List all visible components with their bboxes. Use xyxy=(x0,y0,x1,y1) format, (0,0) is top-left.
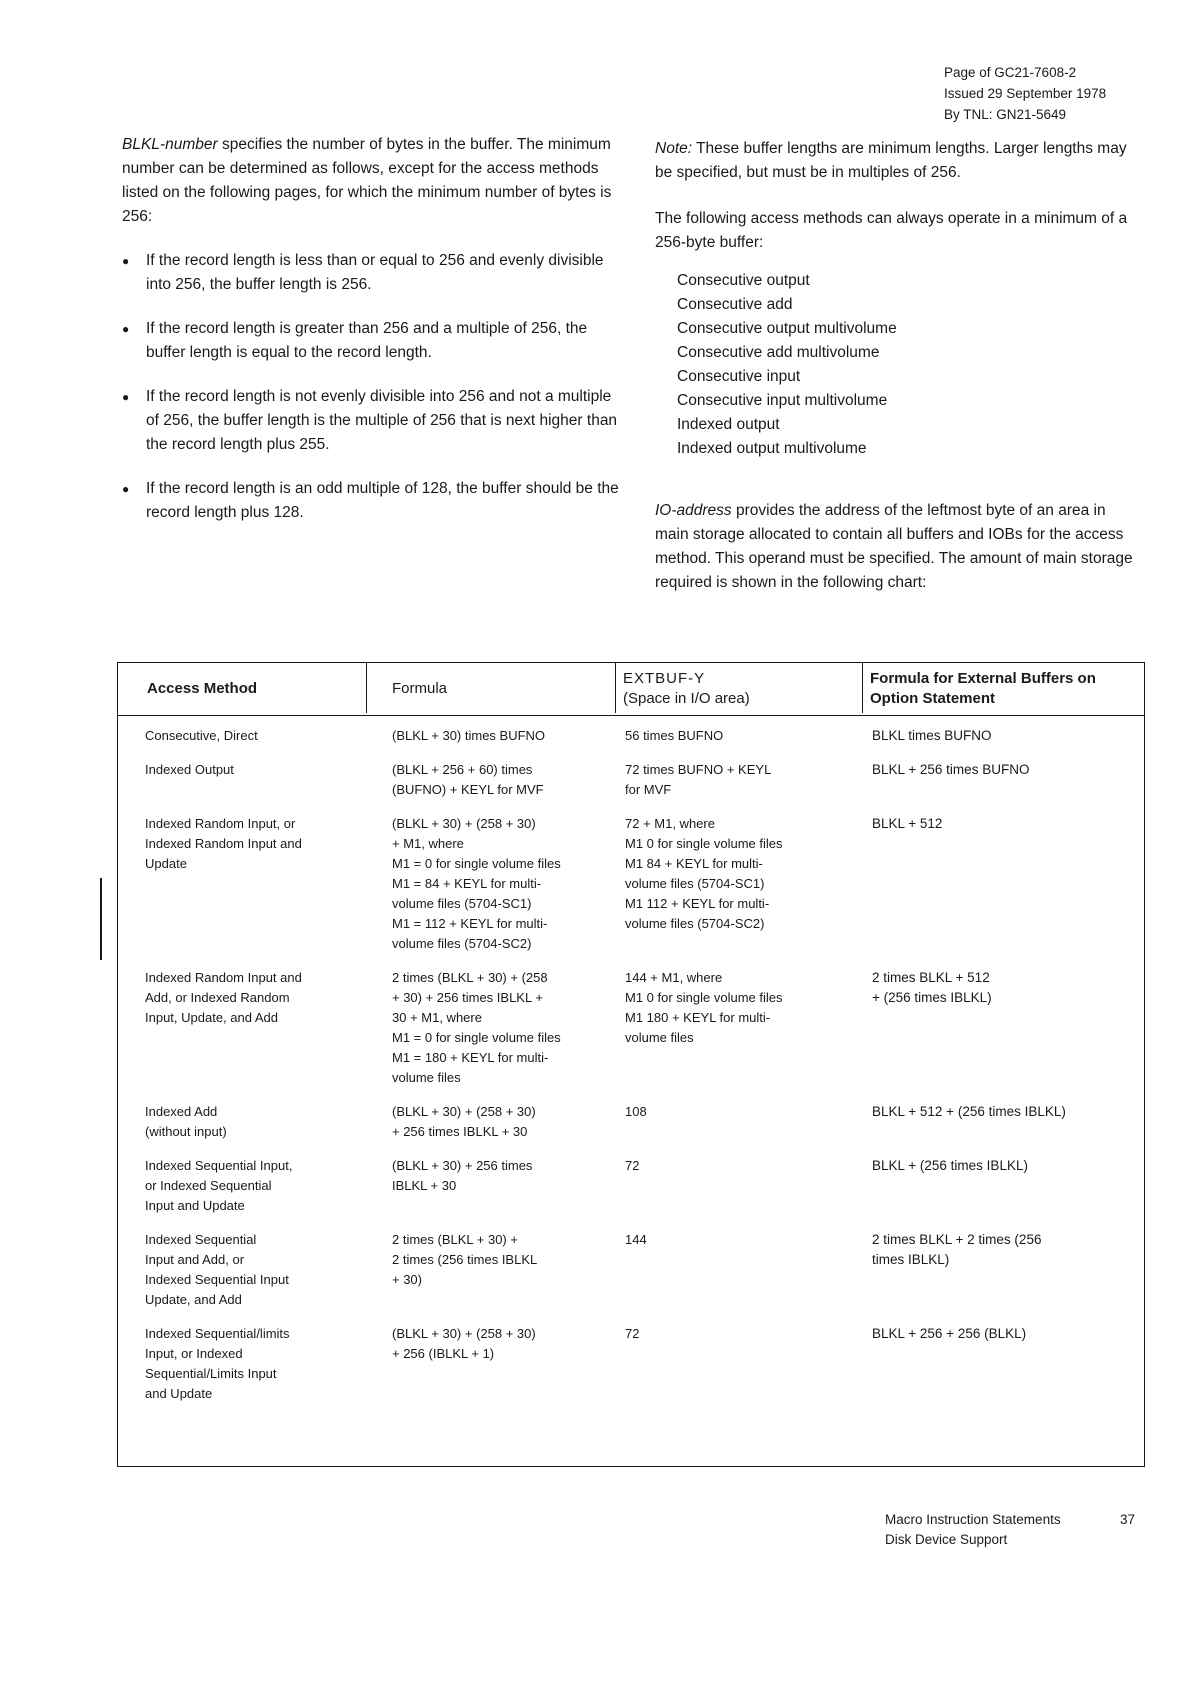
cell-formula: (BLKL + 30) + 256 times IBLKL + 30 xyxy=(392,1158,533,1193)
footer-subtitle: Disk Device Support xyxy=(885,1532,1008,1547)
table-header-row xyxy=(117,663,1144,716)
cell-method: Indexed Sequential Input and Add, or Indexed Sequential Input Update, and Add xyxy=(145,1232,289,1307)
cell-method: Indexed Random Input and Add, or Indexed Random Input, Update, and Add xyxy=(145,970,302,1025)
cell-external: 2 times BLKL + 2 times (256 times IBLKL) xyxy=(872,1232,1042,1267)
table-row xyxy=(117,1102,1144,1156)
cell-extbuf: 108 xyxy=(625,1104,647,1119)
left-column xyxy=(122,133,622,525)
blkl-term: BLKL-number xyxy=(122,136,218,153)
header-line-2: Issued 29 September 1978 xyxy=(944,86,1107,101)
col-header-external: Formula for External Buffers on Option Statement xyxy=(862,663,1144,716)
cell-method: Indexed Output xyxy=(145,762,234,777)
cell-external: BLKL + 256 + 256 (BLKL) xyxy=(872,1326,1027,1341)
cell-external: BLKL + 256 times BUFNO xyxy=(872,762,1030,777)
extbuf-sub: (Space in I/O area) xyxy=(623,690,750,707)
methods-intro: The following access methods can always operate in a minimum of a 256-byte buffer: xyxy=(655,210,1128,251)
cell-formula: 2 times (BLKL + 30) + 2 times (256 times IBLKL + 30) xyxy=(392,1232,538,1287)
cell-formula: (BLKL + 30) + (258 + 30) + 256 times IBLKL + 30 xyxy=(392,1104,536,1139)
bullet-item: ● If the record length is an odd multiple of 128, the buffer should be the record length plus 128. xyxy=(122,477,622,525)
note-text: These buffer lengths are minimum lengths. Larger lengths may be specified, but must be in multiples of 256. xyxy=(655,140,1127,181)
blkl-text: specifies the number of bytes in the buffer. The minimum number can be determined as follows, except for the access methods listed on the following pages, for which the minimum number of bytes is 256: xyxy=(122,136,612,225)
table-row xyxy=(117,1156,1144,1230)
note-paragraph xyxy=(655,137,1135,185)
cell-extbuf: 56 times BUFNO xyxy=(625,728,724,743)
page-footer xyxy=(885,1510,1165,1550)
header-line-3: By TNL: GN21-5649 xyxy=(944,107,1067,122)
cell-external: BLKL + (256 times IBLKL) xyxy=(872,1158,1028,1173)
bullet-item: ● If the record length is less than or equal to 256 and evenly divisible into 256, the buffer length is 256. xyxy=(122,249,622,297)
cell-extbuf: 72 + M1, where M1 0 for single volume files M1 84 + KEYL for multi- volume files (5704-SC1) M1 112 + KEYL for multi- volume files (5704-SC2) xyxy=(625,816,783,931)
col-header-access-method: Access Method xyxy=(117,663,366,716)
io-address-text: provides the address of the leftmost byte of an area in main storage allocated to contain all buffers and IOBs for the access method. This operand must be specified. The amount of main storage required is shown in the following chart: xyxy=(655,502,1133,591)
list-item: Consecutive input xyxy=(677,368,801,385)
cell-method: Indexed Sequential Input, or Indexed Sequential Input and Update xyxy=(145,1158,293,1213)
table-row xyxy=(117,968,1144,1102)
methods-list xyxy=(655,269,1135,461)
storage-requirements-table xyxy=(117,663,1144,1418)
cell-extbuf: 72 times BUFNO + KEYL for MVF xyxy=(625,762,772,797)
list-item: Consecutive add xyxy=(677,296,793,313)
cell-external: 2 times BLKL + 512 + (256 times IBLKL) xyxy=(872,970,992,1005)
cell-extbuf: 144 + M1, where M1 0 for single volume files M1 180 + KEYL for multi- volume files xyxy=(625,970,783,1045)
right-column xyxy=(655,137,1135,595)
cell-method: Indexed Add (without input) xyxy=(145,1104,227,1139)
list-item: Consecutive add multivolume xyxy=(677,344,880,361)
cell-extbuf: 72 xyxy=(625,1326,640,1341)
cell-external: BLKL + 512 + (256 times IBLKL) xyxy=(872,1104,1066,1119)
blkl-paragraph xyxy=(122,133,622,229)
cell-method: Consecutive, Direct xyxy=(145,728,258,743)
bullet-item: ● If the record length is greater than 256 and a multiple of 256, the buffer length is equal to the record length. xyxy=(122,317,622,365)
note-label: Note: xyxy=(655,140,693,157)
cell-formula: 2 times (BLKL + 30) + (258 + 30) + 256 times IBLKL + 30 + M1, where M1 = 0 for single volume files M1 = 180 + KEYL for multi- volume files xyxy=(392,970,561,1085)
bullet-item: ● If the record length is not evenly divisible into 256 and not a multiple of 256, the buffer length is the multiple of 256 that is next higher than the record length plus 255. xyxy=(122,385,622,457)
io-address-term: IO-address xyxy=(655,502,732,519)
table-row xyxy=(117,716,1144,761)
page-number: 37 xyxy=(1120,1512,1136,1527)
header-line-1: Page of GC21-7608-2 xyxy=(944,65,1077,80)
extbuf-label: EXTBUF-Y xyxy=(623,670,706,687)
footer-title: Macro Instruction Statements xyxy=(885,1512,1061,1527)
revision-change-bar xyxy=(100,878,102,960)
cell-external: BLKL times BUFNO xyxy=(872,728,992,743)
list-item: Consecutive output multivolume xyxy=(677,320,897,337)
cell-external: BLKL + 512 xyxy=(872,816,943,831)
cell-method: Indexed Sequential/limits Input, or Indexed Sequential/Limits Input and Update xyxy=(145,1326,290,1401)
cell-formula: (BLKL + 30) + (258 + 30) + 256 (IBLKL + 1) xyxy=(392,1326,536,1361)
cell-method: Indexed Random Input, or Indexed Random Input and Update xyxy=(145,816,302,871)
cell-extbuf: 144 xyxy=(625,1232,647,1247)
list-item: Indexed output multivolume xyxy=(677,440,867,457)
list-item: Indexed output xyxy=(677,416,780,433)
list-item: Consecutive output xyxy=(677,272,810,289)
cell-formula: (BLKL + 30) times BUFNO xyxy=(392,728,546,743)
cell-formula: (BLKL + 30) + (258 + 30) + M1, where M1 = 0 for single volume files M1 = 84 + KEYL for multi- volume files (5704-SC1) M1 = 112 + KEYL for multi- volume files (5704-SC2) xyxy=(392,816,561,951)
table-row xyxy=(117,760,1144,814)
table-row xyxy=(117,1324,1144,1418)
col-header-formula: Formula xyxy=(366,663,615,716)
list-item: Consecutive input multivolume xyxy=(677,392,888,409)
cell-extbuf: 72 xyxy=(625,1158,640,1173)
io-address-paragraph xyxy=(655,499,1135,595)
table-row xyxy=(117,1230,1144,1324)
cell-formula: (BLKL + 256 + 60) times (BUFNO) + KEYL for MVF xyxy=(392,762,544,797)
col-header-extbuf xyxy=(615,663,862,716)
table-row xyxy=(117,814,1144,968)
page-header xyxy=(944,62,1144,125)
